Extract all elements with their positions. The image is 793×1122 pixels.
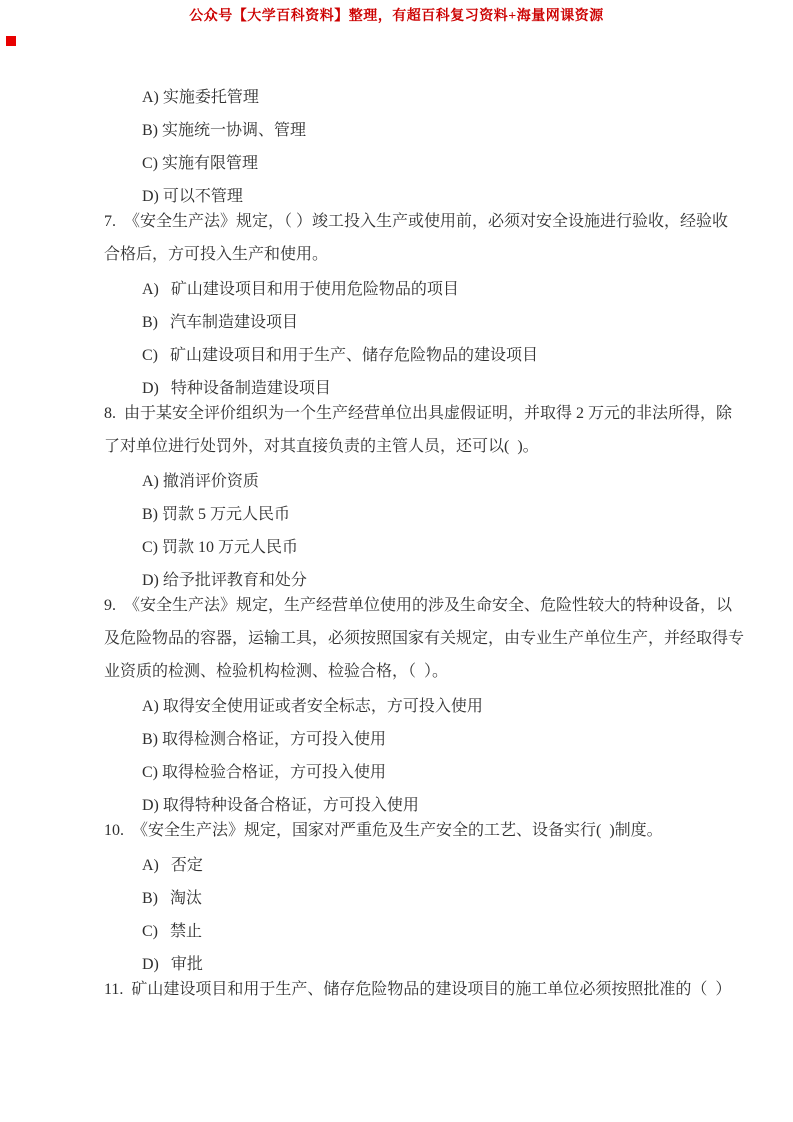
question-block-7 [104, 205, 729, 271]
question-block-11 [104, 973, 732, 1006]
option-item: D) 可以不管理 [142, 188, 243, 205]
option-item: B) 罚款 5 万元人民币 [142, 506, 291, 523]
question-line: 及危险物品的容器，运输工具，必须按照国家有关规定，由专业生产单位生产，并经取得专 [104, 630, 745, 647]
question-block-10 [104, 814, 704, 847]
question-line: 10. 《安全生产法》规定，国家对严重危及生产安全的工艺、设备实行( )制度。 [104, 822, 663, 839]
question-line: 了对单位进行处罚外，对其直接负责的主管人员，还可以( )。 [104, 438, 539, 455]
option-item: B) 取得检测合格证，方可投入使用 [142, 731, 387, 748]
option-item: C) 禁止 [142, 923, 203, 940]
options-block [104, 690, 704, 822]
question-block-9 [104, 589, 745, 688]
option-item: C) 取得检验合格证，方可投入使用 [142, 764, 387, 781]
document-body [104, 81, 745, 1006]
question-line: 9. 《安全生产法》规定，生产经营单位使用的涉及生命安全、危险性较大的特种设备，以 [104, 597, 733, 614]
option-item: B) 淘汰 [142, 890, 203, 907]
option-item: D) 特种设备制造建设项目 [142, 380, 331, 397]
option-item: A) 撤消评价资质 [142, 473, 259, 490]
question-line: 业资质的检测、检验机构检测、检验合格，（ ）。 [104, 663, 449, 680]
option-item: B) 实施统一协调、管理 [142, 122, 307, 139]
question-line: 8. 由于某安全评价组织为一个生产经营单位出具虚假证明，并取得 2 万元的非法所得，除 [104, 405, 733, 422]
options-block [104, 465, 704, 597]
option-item: C) 矿山建设项目和用于生产、储存危险物品的建设项目 [142, 347, 539, 364]
option-item: A) 实施委托管理 [142, 89, 259, 106]
question-line: 合格后，方可投入生产和使用。 [104, 246, 329, 263]
option-item: B) 汽车制造建设项目 [142, 314, 299, 331]
options-block [104, 273, 704, 405]
options-block [104, 849, 704, 981]
question-block-8 [104, 397, 733, 463]
option-item: D) 审批 [142, 956, 203, 973]
option-item: C) 罚款 10 万元人民币 [142, 539, 299, 556]
option-item: A) 矿山建设项目和用于使用危险物品的项目 [142, 281, 459, 298]
option-item: D) 给予批评教育和处分 [142, 572, 307, 589]
options-block [104, 81, 704, 213]
option-item: D) 取得特种设备合格证，方可投入使用 [142, 797, 419, 814]
question-line: 7. 《安全生产法》规定，（ ）竣工投入生产或使用前，必须对安全设施进行验收，经验收 [104, 213, 729, 230]
option-item: A) 否定 [142, 857, 203, 874]
option-item: A) 取得安全使用证或者安全标志，方可投入使用 [142, 698, 483, 715]
red-square-marker [6, 36, 16, 46]
question-line: 11. 矿山建设项目和用于生产、储存危险物品的建设项目的施工单位必须按照批准的（ ） [104, 981, 732, 998]
page-header-note: 公众号【大学百科资料】整理，有超百科复习资料+海量网课资源 [189, 9, 604, 24]
option-item: C) 实施有限管理 [142, 155, 259, 172]
